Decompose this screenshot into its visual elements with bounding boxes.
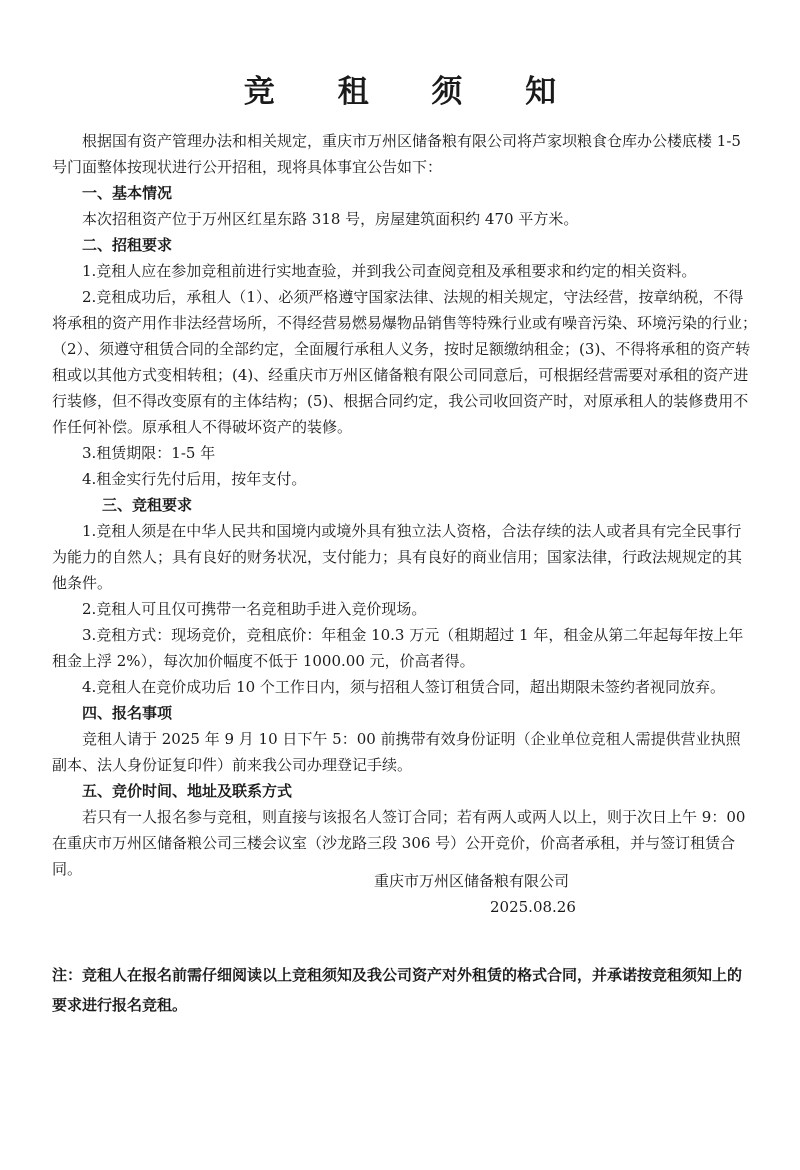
bidding-item: 3.竞租方式：现场竞价，竞租底价：年租金 10.3 万元（租期超过 1 年，租金从第二年起每年按上年租金上浮 2%），每次加价幅度不低于 1000.00 元，价高者得。 <box>52 626 744 670</box>
registration-paragraph: 竞租人请于 2025 年 9 月 10 日下午 5：00 前携带有效身份证明（企业单位竞租人需提供营业执照副本、法人身份证复印件）前来我公司办理登记手续。 <box>52 730 741 774</box>
section-heading-auction: 五、竞价时间、地址及联系方式 <box>82 782 293 800</box>
section-heading-basic: 一、基本情况 <box>82 184 173 202</box>
requirement-item: 3.租赁期限：1-5 年 <box>82 444 216 462</box>
section-heading-bidding: 三、竞租要求 <box>102 496 193 514</box>
basic-info-paragraph: 本次招租资产位于万州区红星东路 318 号，房屋建筑面积约 470 平方米。 <box>82 210 579 228</box>
requirement-item: 1.竞租人应在参加竞租前进行实地查验，并到我公司查阅竞租及承租要求和约定的相关资料。 <box>82 262 697 280</box>
signature-block <box>374 868 576 920</box>
notice-body <box>52 128 765 882</box>
signature-date: 2025.08.26 <box>490 898 576 916</box>
section-heading-requirements: 二、招租要求 <box>82 236 173 254</box>
bidding-item: 4.竞租人在竞价成功后 10 个工作日内，须与招租人签订租赁合同，超出期限未签约者视同放弃。 <box>82 678 725 696</box>
page-title: 竞 租 须 知 <box>243 74 583 110</box>
section-heading-registration: 四、报名事项 <box>82 704 173 722</box>
requirement-item: 2.竞租成功后，承租人（1）、必须严格遵守国家法律、法规的相关规定，守法经营，按章纳税，不得将承租的资产用作非法经营场所，不得经营易燃易爆物品销售等特殊行业或有噪音污染、环境污染的行业； （2）、须遵守租赁合同的全部约定，全面履行承租人义务，按时足额缴纳租金；(3)、不得将承租的资产转租或以其他方式变相转租；(4)、经重庆市万州区储备粮有限公司同意后，可根据经营需要对承租的资产进行装修，但不得改变原有的主体结构；(5)、根据合同约定，我公司收回资产时，对原承租人的装修费用不作任何补偿。原承租人不得破坏资产的装修。 <box>52 288 765 436</box>
bidding-item: 1.竞租人须是在中华人民共和国境内或境外具有独立法人资格，合法存续的法人或者具有完全民事行为能力的自然人；具有良好的财务状况，支付能力；具有良好的商业信用；国家法律，行政法规规定的其他条件。 <box>52 522 743 592</box>
auction-paragraph: 若只有一人报名参与竞租，则直接与该报名人签订合同；若有两人或两人以上，则于次日上午 9：00 在重庆市万州区储备粮公司三楼会议室（沙龙路三段 306 号）公开竞价，价高者承租，并与签订租赁合同。 <box>52 808 746 878</box>
footnote: 注：竞租人在报名前需仔细阅读以上竞租须知及我公司资产对外租赁的格式合同，并承诺按竞租须知上的要求进行报名竞租。 <box>52 966 743 1014</box>
requirement-item: 4.租金实行先付后用，按年支付。 <box>82 470 307 488</box>
bidding-item: 2.竞租人可且仅可携带一名竞租助手进入竞价现场。 <box>82 600 427 618</box>
intro-paragraph: 根据国有资产管理办法和相关规定，重庆市万州区储备粮有限公司将芦家坝粮食仓库办公楼底楼 1-5 号门面整体按现状进行公开招租，现将具体事宜公告如下： <box>52 132 741 176</box>
company-name: 重庆市万州区储备粮有限公司 <box>374 872 570 890</box>
